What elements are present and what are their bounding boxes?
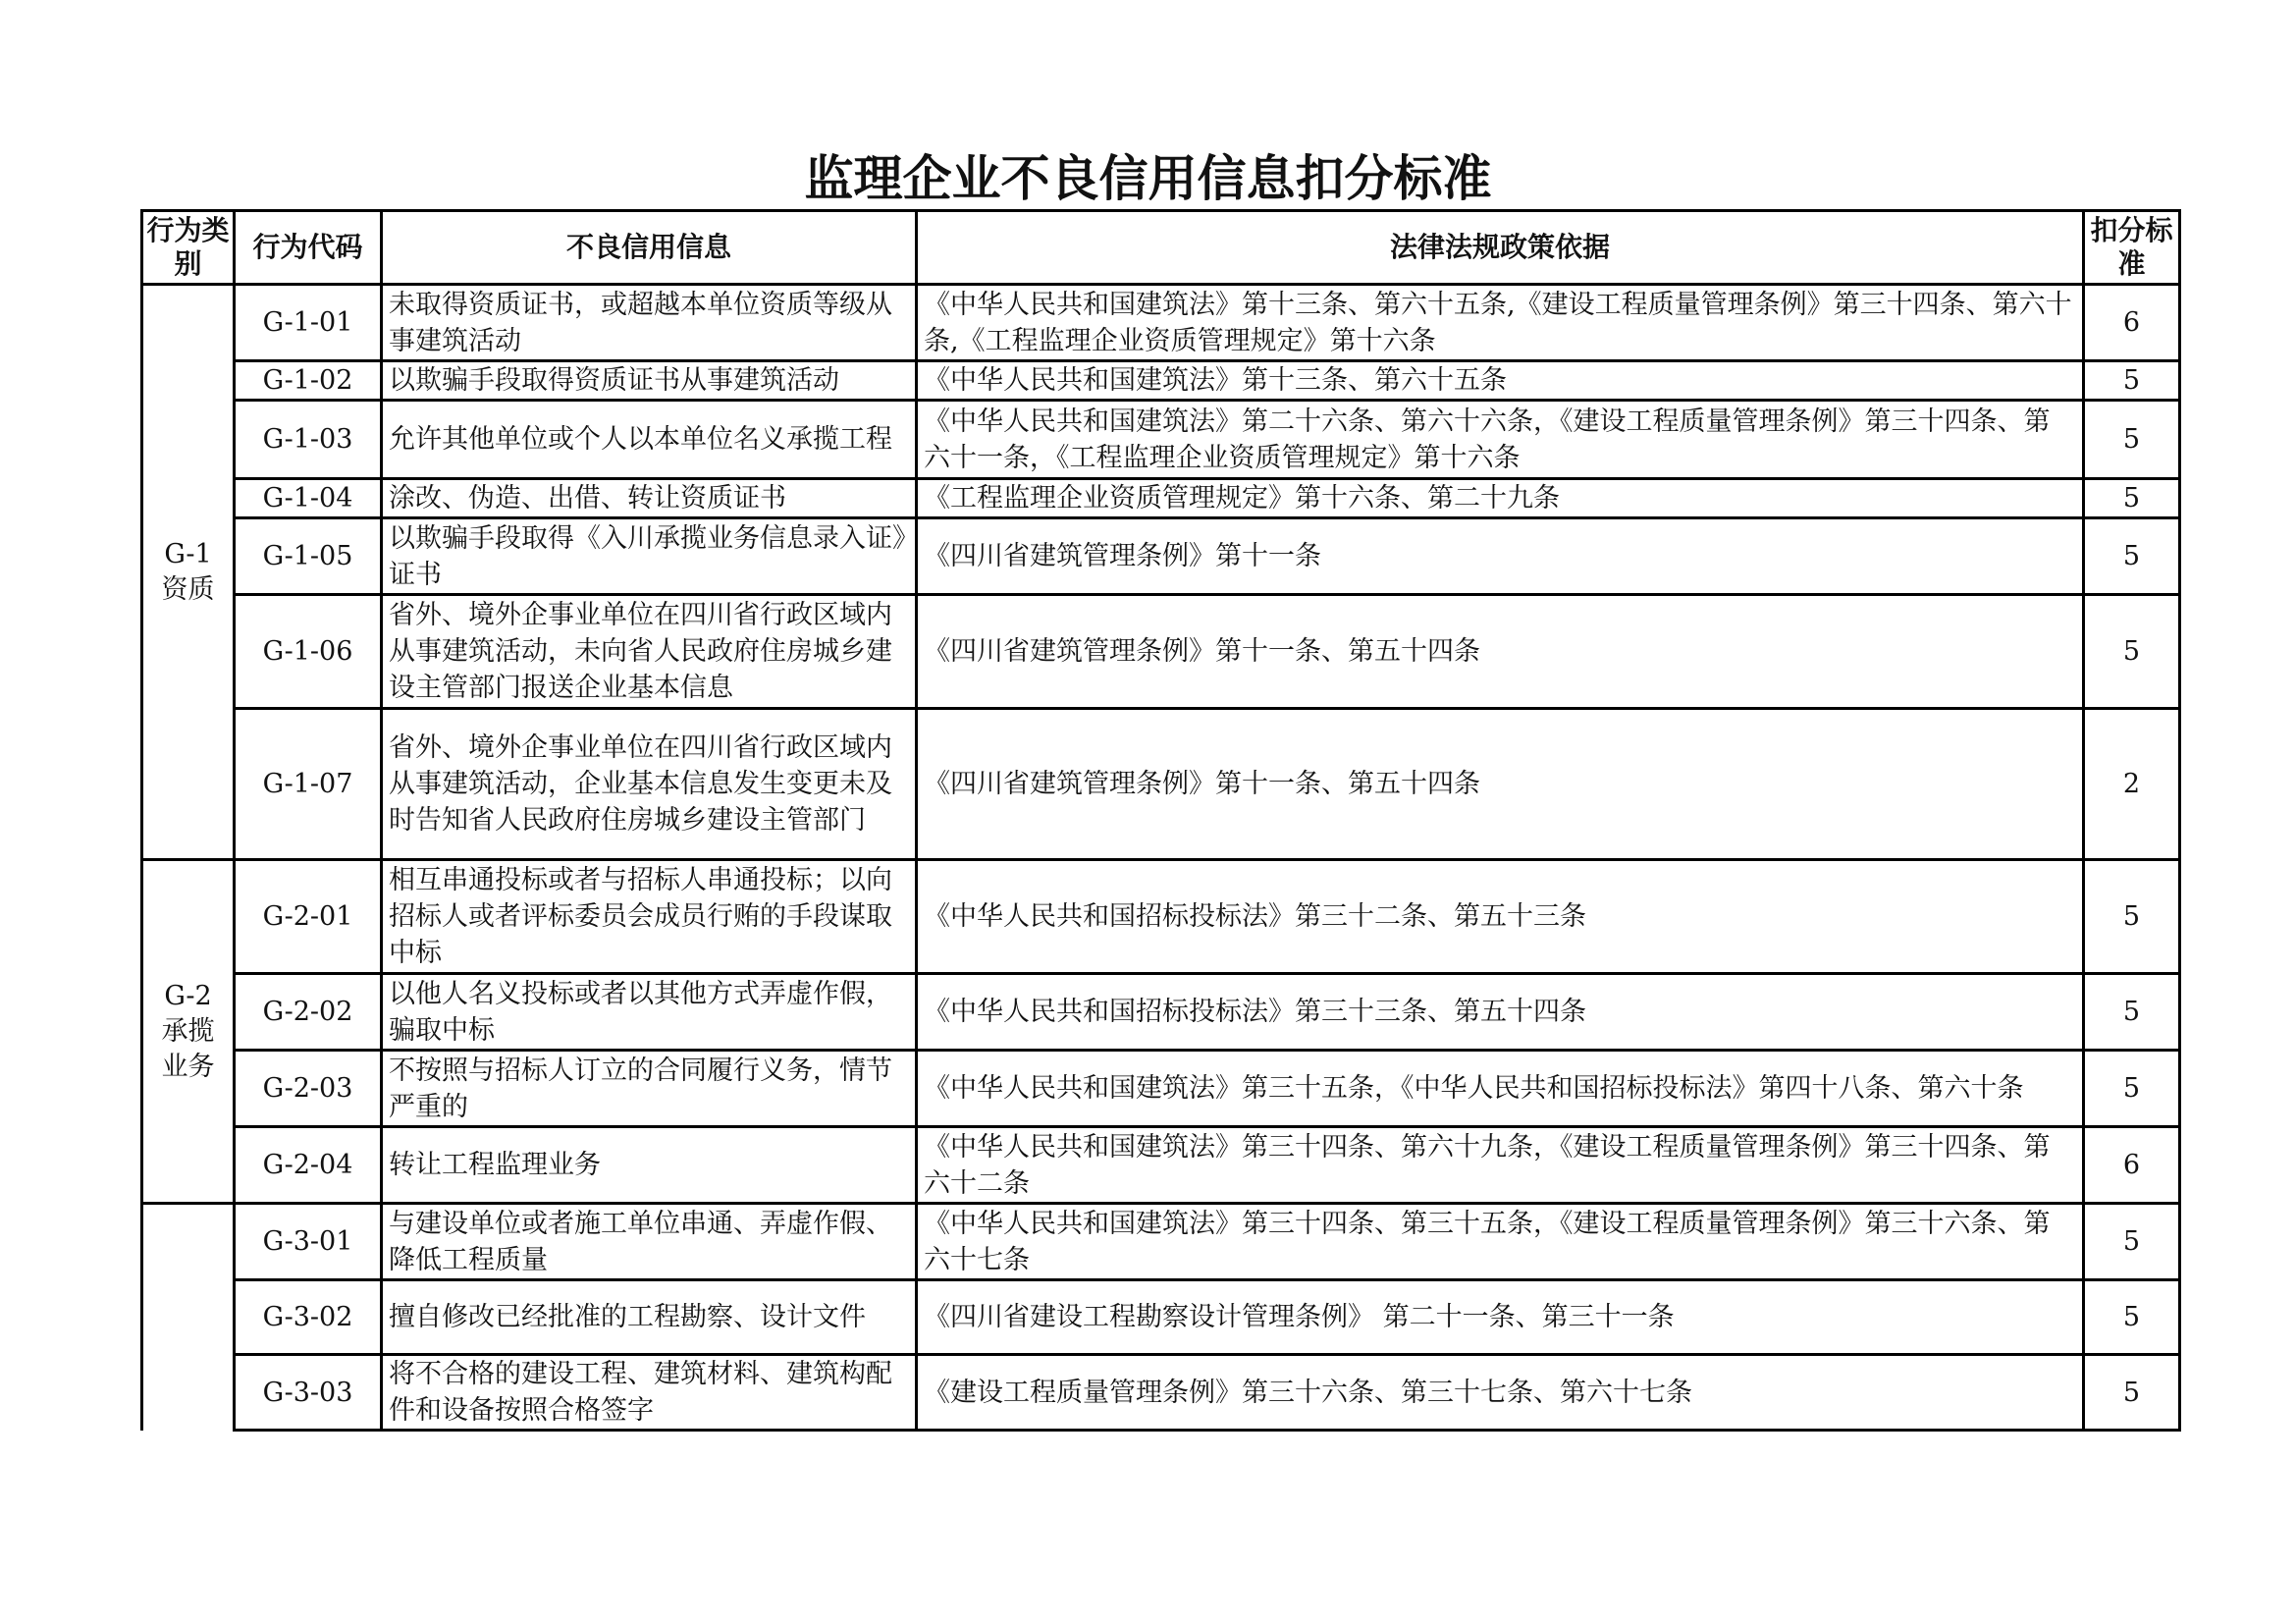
code-cell: G-2-03 <box>235 1051 382 1127</box>
info-cell: 不按照与招标人订立的合同履行义务，情节严重的 <box>382 1051 917 1127</box>
info-cell: 涂改、伪造、出借、转让资质证书 <box>382 479 917 518</box>
code-cell: G-1-02 <box>235 361 382 401</box>
table-row <box>142 518 2180 595</box>
basis-cell: 《四川省建设工程勘察设计管理条例》 第二十一条、第三十一条 <box>917 1280 2084 1355</box>
credit-deduction-table <box>140 209 2181 1432</box>
code-cell: G-3-01 <box>235 1204 382 1280</box>
code-cell: G-3-03 <box>235 1355 382 1431</box>
score-cell: 5 <box>2084 479 2180 518</box>
score-cell: 5 <box>2084 361 2180 401</box>
table-row <box>142 285 2180 361</box>
table-row <box>142 1204 2180 1280</box>
basis-cell: 《建设工程质量管理条例》第三十六条、第三十七条、第六十七条 <box>917 1355 2084 1431</box>
table-row <box>142 1127 2180 1204</box>
score-cell: 5 <box>2084 401 2180 479</box>
basis-cell: 《四川省建筑管理条例》第十一条、第五十四条 <box>917 709 2084 860</box>
basis-cell: 《中华人民共和国招标投标法》第三十二条、第五十三条 <box>917 860 2084 974</box>
header-category: 行为类别 <box>142 211 235 285</box>
score-cell: 5 <box>2084 860 2180 974</box>
page-title: 监理企业不良信用信息扣分标准 <box>804 150 1492 207</box>
info-cell: 转让工程监理业务 <box>382 1127 917 1204</box>
table-row <box>142 401 2180 479</box>
basis-cell: 《四川省建筑管理条例》第十一条 <box>917 518 2084 595</box>
score-cell: 5 <box>2084 1204 2180 1280</box>
info-cell: 省外、境外企事业单位在四川省行政区域内从事建筑活动，未向省人民政府住房城乡建设主管部门报送企业基本信息 <box>382 595 917 709</box>
basis-cell: 《中华人民共和国建筑法》第三十五条，《中华人民共和国招标投标法》第四十八条、第六十条 <box>917 1051 2084 1127</box>
header-basis: 法律法规政策依据 <box>917 211 2084 285</box>
header-info: 不良信用信息 <box>382 211 917 285</box>
code-cell: G-1-07 <box>235 709 382 860</box>
basis-cell: 《中华人民共和国建筑法》第三十四条、第三十五条，《建设工程质量管理条例》第三十六条、第六十七条 <box>917 1204 2084 1280</box>
score-cell: 5 <box>2084 595 2180 709</box>
basis-cell: 《中华人民共和国建筑法》第十三条、第六十五条,《建设工程质量管理条例》第三十四条、第六十条,《工程监理企业资质管理规定》第十六条 <box>917 285 2084 361</box>
code-cell: G-1-06 <box>235 595 382 709</box>
score-cell: 5 <box>2084 1051 2180 1127</box>
info-cell: 以欺骗手段取得资质证书从事建筑活动 <box>382 361 917 401</box>
code-cell: G-3-02 <box>235 1280 382 1355</box>
info-cell: 擅自修改已经批准的工程勘察、设计文件 <box>382 1280 917 1355</box>
basis-cell: 《四川省建筑管理条例》第十一条、第五十四条 <box>917 595 2084 709</box>
table-row <box>142 974 2180 1051</box>
info-cell: 以他人名义投标或者以其他方式弄虚作假，骗取中标 <box>382 974 917 1051</box>
code-cell: G-1-04 <box>235 479 382 518</box>
score-cell: 2 <box>2084 709 2180 860</box>
score-cell: 5 <box>2084 1280 2180 1355</box>
info-cell: 与建设单位或者施工单位串通、弄虚作假、降低工程质量 <box>382 1204 917 1280</box>
score-cell: 5 <box>2084 974 2180 1051</box>
table-row <box>142 361 2180 401</box>
table-row <box>142 1355 2180 1431</box>
basis-cell: 《中华人民共和国建筑法》第十三条、第六十五条 <box>917 361 2084 401</box>
category-cell: G-1 资质 <box>142 285 235 860</box>
table-row <box>142 479 2180 518</box>
code-cell: G-2-04 <box>235 1127 382 1204</box>
score-cell: 5 <box>2084 1355 2180 1431</box>
category-cell <box>142 1204 235 1431</box>
table-row <box>142 860 2180 974</box>
info-cell: 未取得资质证书，或超越本单位资质等级从事建筑活动 <box>382 285 917 361</box>
score-cell: 6 <box>2084 1127 2180 1204</box>
basis-cell: 《工程监理企业资质管理规定》第十六条、第二十九条 <box>917 479 2084 518</box>
basis-cell: 《中华人民共和国建筑法》第三十四条、第六十九条，《建设工程质量管理条例》第三十四条、第六十二条 <box>917 1127 2084 1204</box>
info-cell: 省外、境外企事业单位在四川省行政区域内从事建筑活动，企业基本信息发生变更未及时告知省人民政府住房城乡建设主管部门 <box>382 709 917 860</box>
table-row <box>142 709 2180 860</box>
header-score: 扣分标准 <box>2084 211 2180 285</box>
code-cell: G-1-03 <box>235 401 382 479</box>
table-row <box>142 1051 2180 1127</box>
basis-cell: 《中华人民共和国建筑法》第二十六条、第六十六条，《建设工程质量管理条例》第三十四条、第六十一条，《工程监理企业资质管理规定》第十六条 <box>917 401 2084 479</box>
score-cell: 6 <box>2084 285 2180 361</box>
score-cell: 5 <box>2084 518 2180 595</box>
table-row <box>142 595 2180 709</box>
table-header-row <box>142 211 2180 285</box>
table-row <box>142 1280 2180 1355</box>
code-cell: G-1-01 <box>235 285 382 361</box>
header-code: 行为代码 <box>235 211 382 285</box>
info-cell: 将不合格的建设工程、建筑材料、建筑构配件和设备按照合格签字 <box>382 1355 917 1431</box>
code-cell: G-2-02 <box>235 974 382 1051</box>
code-cell: G-1-05 <box>235 518 382 595</box>
info-cell: 以欺骗手段取得《入川承揽业务信息录入证》证书 <box>382 518 917 595</box>
basis-cell: 《中华人民共和国招标投标法》第三十三条、第五十四条 <box>917 974 2084 1051</box>
code-cell: G-2-01 <box>235 860 382 974</box>
category-cell: G-2 承揽业务 <box>142 860 235 1204</box>
info-cell: 相互串通投标或者与招标人串通投标；以向招标人或者评标委员会成员行贿的手段谋取中标 <box>382 860 917 974</box>
info-cell: 允许其他单位或个人以本单位名义承揽工程 <box>382 401 917 479</box>
